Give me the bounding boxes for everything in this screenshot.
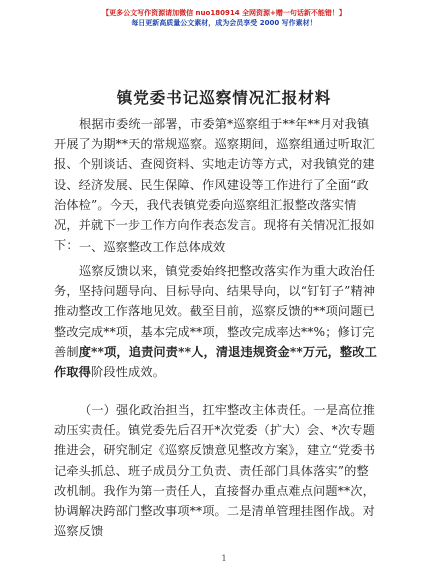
- subsection-paragraph: （一）强化政治担当，扛牢整改主体责任。一是高位推动压实责任。镇党委先后召开*次党委（扩大）会、*次专题推进会，研究制定《巡察反馈意见整改方案》，建立“党委书记牵头抓总、班子成员分工负责、责任部门具体落实”的整改机制。我作为第一责任人，直接督办重点难点问题**次，协调解决跨部门整改事项**项。二是清单管理挂图作战。对巡察反馈: [54, 403, 376, 539]
- results-text-d: 阶段性成效。: [91, 365, 166, 380]
- intro-paragraph: 根据市委统一部署，市委第*巡察组于**年**月对我镇开展了为期**天的常规巡察。巡察期间，巡察组通过听取汇报、个别谈话、查阅资料、实地走访等方式，对我镇党的建设、经济发展、民生保障、作风建设等工作进行了全面“政治体检”。今天，我代表镇党委向巡察组汇报整改落实情况，并就下一步工作方向作表态发言。现将有关情况汇报如下：: [54, 117, 375, 253]
- page-number: 1: [221, 554, 227, 563]
- banner-line-1: 【更多公文写作资源请加微信 nuo180914 全网资源+赠一句话新不能错！】: [102, 9, 346, 17]
- results-paragraph: [54, 261, 380, 382]
- results-text-a: 巡察反馈以来，镇党委始终把整改落实作为重大政治任务，坚持问题导向、目标导向、结果导向，以“钉钉子”精神推动整改工作落地见效。截至目前，巡察反馈的**项问题已整改完成**项，基本完成**项，整改完成率达**%；修订完善制: [54, 264, 376, 359]
- section-heading-1: 一、巡察整改工作总体成效: [79, 240, 226, 254]
- banner-line-2: 每日更新高质量公文素材，成为会员享受 2000 写作素材！: [131, 19, 317, 27]
- results-text-b: 度**项，追责问责**人，清退违规资金**万元，: [78, 344, 340, 359]
- document-title: 镇党委书记巡察情况汇报材料: [116, 88, 332, 107]
- header-banner: [0, 8, 448, 28]
- results-text-c: 整改工作取得: [54, 344, 377, 380]
